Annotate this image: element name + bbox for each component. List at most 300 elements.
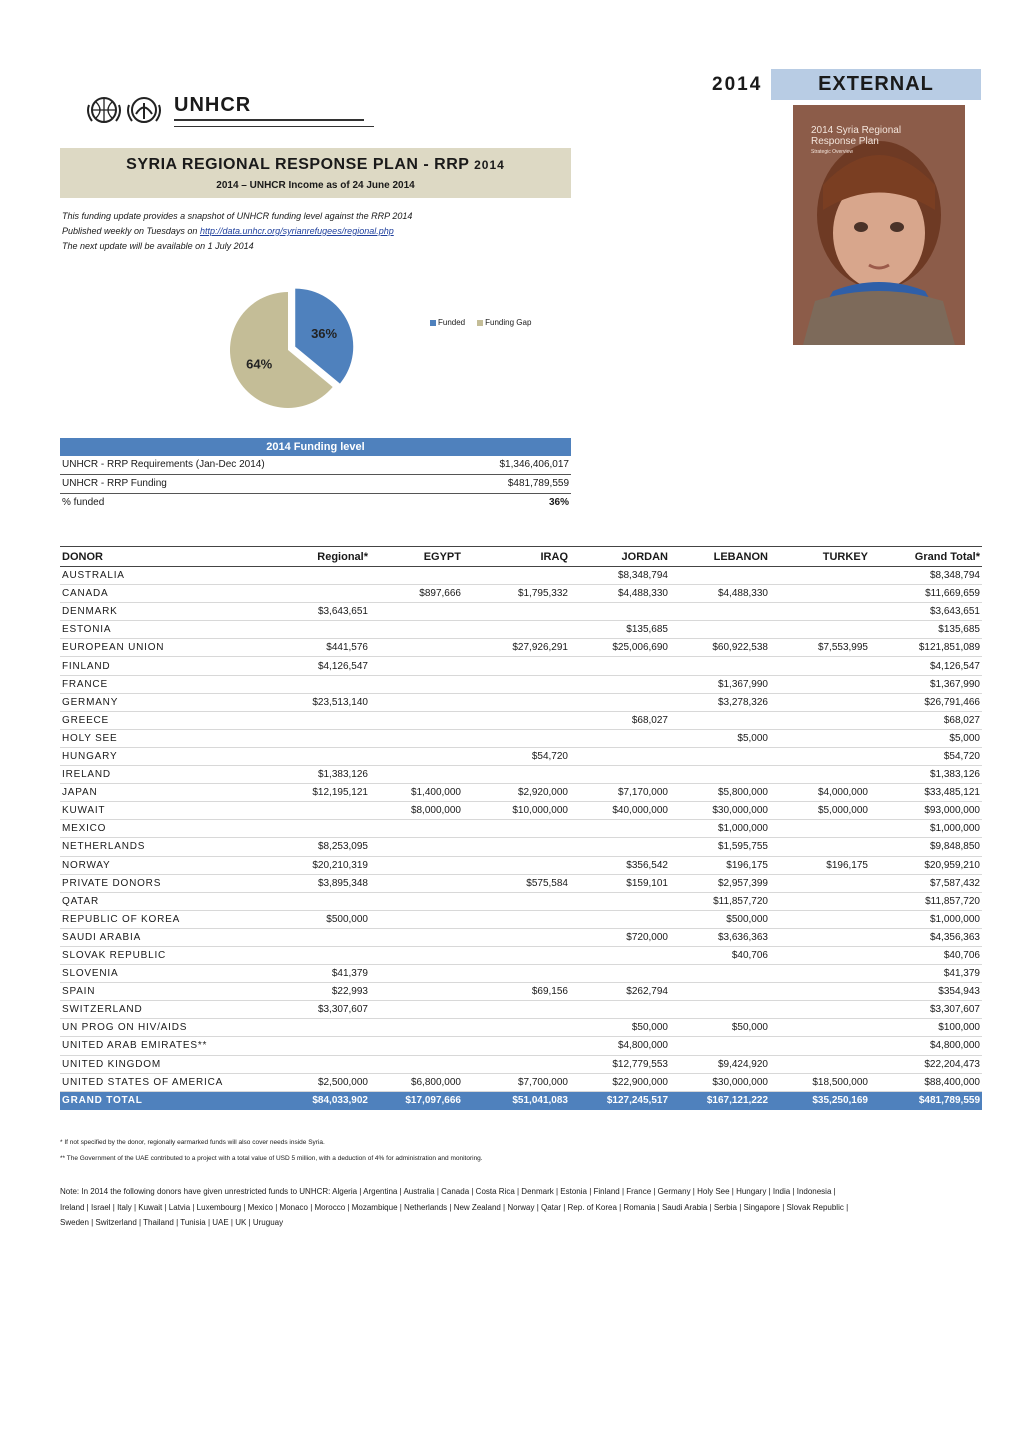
amount-cell [370, 983, 463, 1001]
amount-cell [250, 675, 370, 693]
amount-cell: $2,500,000 [250, 1073, 370, 1091]
footnote: ** The Government of the UAE contributed to a project with a total value of USD 5 million, with a deduction of 4% for administration and monitoring. [60, 1155, 483, 1162]
amount-cell [770, 621, 870, 639]
donor-name-cell: MEXICO [60, 820, 250, 838]
donor-name-cell: GREECE [60, 711, 250, 729]
amount-cell: $196,175 [670, 856, 770, 874]
amount-cell: $3,643,651 [870, 603, 982, 621]
amount-cell: $30,000,000 [670, 802, 770, 820]
table-row [60, 675, 982, 693]
table-row [60, 603, 982, 621]
amount-cell [370, 621, 463, 639]
donor-name-cell: QATAR [60, 892, 250, 910]
amount-cell [463, 603, 570, 621]
donor-name-cell: DENMARK [60, 603, 250, 621]
table-row [60, 892, 982, 910]
funding-level-title: 2014 Funding level [60, 438, 571, 456]
amount-cell [770, 729, 870, 747]
donor-name-cell: GERMANY [60, 693, 250, 711]
amount-cell: $54,720 [463, 747, 570, 765]
amount-cell [250, 802, 370, 820]
table-row [60, 657, 982, 675]
amount-cell [463, 693, 570, 711]
amount-cell [463, 1037, 570, 1055]
amount-cell: $5,000 [870, 729, 982, 747]
pie-legend [430, 318, 531, 327]
amount-cell [670, 621, 770, 639]
amount-cell [670, 603, 770, 621]
amount-cell [370, 1001, 463, 1019]
amount-cell [670, 965, 770, 983]
donor-contributions-table [60, 546, 982, 1110]
amount-cell [570, 657, 670, 675]
logo-tagline-line [174, 126, 374, 127]
amount-cell: $5,000,000 [770, 802, 870, 820]
amount-cell: $4,126,547 [250, 657, 370, 675]
amount-cell: $4,488,330 [670, 585, 770, 603]
amount-cell [570, 965, 670, 983]
amount-cell: $12,779,553 [570, 1055, 670, 1073]
amount-cell: $1,000,000 [870, 820, 982, 838]
amount-cell: $88,400,000 [870, 1073, 982, 1091]
amount-cell [463, 567, 570, 585]
amount-cell: $10,000,000 [463, 802, 570, 820]
amount-cell: $5,800,000 [670, 784, 770, 802]
amount-cell: $25,006,690 [570, 639, 670, 657]
amount-cell [250, 946, 370, 964]
amount-cell [370, 892, 463, 910]
donor-name-cell: SAUDI ARABIA [60, 928, 250, 946]
donor-name-cell: PRIVATE DONORS [60, 874, 250, 892]
grand-total-row [60, 1091, 982, 1110]
report-subtitle: 2014 – UNHCR Income as of 24 June 2014 [216, 180, 415, 191]
amount-cell [570, 747, 670, 765]
amount-cell: $8,253,095 [250, 838, 370, 856]
table-row [60, 856, 982, 874]
column-header: IRAQ [463, 547, 570, 567]
amount-cell: $22,204,473 [870, 1055, 982, 1073]
amount-cell [570, 820, 670, 838]
amount-cell: $23,513,140 [250, 693, 370, 711]
amount-cell: $12,195,121 [250, 784, 370, 802]
amount-cell [570, 910, 670, 928]
table-row [60, 567, 982, 585]
amount-cell: $41,379 [250, 965, 370, 983]
amount-cell [463, 711, 570, 729]
amount-cell [250, 729, 370, 747]
amount-cell [463, 838, 570, 856]
amount-cell: $50,000 [670, 1019, 770, 1037]
intro-line: Published weekly on Tuesdays on http://data.unhcr.org/syrianrefugees/regional.php [62, 226, 394, 236]
amount-cell [370, 946, 463, 964]
amount-cell: $9,424,920 [670, 1055, 770, 1073]
amount-cell: $4,356,363 [870, 928, 982, 946]
amount-cell: $54,720 [870, 747, 982, 765]
amount-cell [250, 928, 370, 946]
amount-cell [770, 838, 870, 856]
pie-svg [200, 278, 360, 418]
amount-cell: $5,000 [670, 729, 770, 747]
pie-label-funded: 36% [311, 326, 338, 342]
amount-cell [370, 675, 463, 693]
amount-cell [770, 711, 870, 729]
amount-cell [370, 747, 463, 765]
amount-cell: $22,900,000 [570, 1073, 670, 1091]
amount-cell [463, 675, 570, 693]
donor-name-cell: SLOVAK REPUBLIC [60, 946, 250, 964]
amount-cell [770, 1055, 870, 1073]
amount-cell [370, 928, 463, 946]
amount-cell: $60,922,538 [670, 639, 770, 657]
amount-cell: $1,795,332 [463, 585, 570, 603]
amount-cell [463, 820, 570, 838]
amount-cell [770, 567, 870, 585]
amount-cell: $20,959,210 [870, 856, 982, 874]
amount-cell [463, 1019, 570, 1037]
amount-cell [670, 1001, 770, 1019]
column-header: JORDAN [570, 547, 670, 567]
amount-cell: $3,307,607 [250, 1001, 370, 1019]
amount-cell: $2,957,399 [670, 874, 770, 892]
amount-cell: $500,000 [250, 910, 370, 928]
table-row [60, 820, 982, 838]
amount-cell [770, 1037, 870, 1055]
amount-cell: $50,000 [570, 1019, 670, 1037]
amount-cell: $11,857,720 [670, 892, 770, 910]
amount-cell [463, 910, 570, 928]
amount-cell: $441,576 [250, 639, 370, 657]
amount-cell: $18,500,000 [770, 1073, 870, 1091]
table-row [60, 1037, 982, 1055]
amount-cell: $3,636,363 [670, 928, 770, 946]
footnote: * If not specified by the donor, regionally earmarked funds will also cover needs inside Syria. [60, 1139, 325, 1146]
amount-cell [370, 766, 463, 784]
amount-cell [370, 567, 463, 585]
donor-name-cell: HOLY SEE [60, 729, 250, 747]
total-amount-cell: $127,245,517 [570, 1091, 670, 1110]
table-header-row [60, 547, 982, 567]
amount-cell: $1,000,000 [670, 820, 770, 838]
amount-cell: $7,170,000 [570, 784, 670, 802]
amount-cell: $135,685 [570, 621, 670, 639]
amount-cell [670, 567, 770, 585]
amount-cell: $93,000,000 [870, 802, 982, 820]
amount-cell: $897,666 [370, 585, 463, 603]
amount-cell: $4,800,000 [870, 1037, 982, 1055]
donor-name-cell: REPUBLIC OF KOREA [60, 910, 250, 928]
amount-cell: $26,791,466 [870, 693, 982, 711]
total-amount-cell: $51,041,083 [463, 1091, 570, 1110]
donor-name-cell: EUROPEAN UNION [60, 639, 250, 657]
amount-cell: $720,000 [570, 928, 670, 946]
amount-cell [463, 657, 570, 675]
amount-cell [570, 946, 670, 964]
amount-cell: $1,000,000 [870, 910, 982, 928]
amount-cell: $40,706 [870, 946, 982, 964]
amount-cell: $6,800,000 [370, 1073, 463, 1091]
amount-cell: $40,000,000 [570, 802, 670, 820]
table-row [60, 585, 982, 603]
amount-cell [570, 693, 670, 711]
amount-cell: $354,943 [870, 983, 982, 1001]
amount-cell [250, 820, 370, 838]
amount-cell: $11,669,659 [870, 585, 982, 603]
amount-cell: $1,367,990 [670, 675, 770, 693]
amount-cell [463, 892, 570, 910]
amount-cell [670, 1037, 770, 1055]
amount-cell: $1,383,126 [250, 766, 370, 784]
table-row [60, 802, 982, 820]
amount-cell [770, 946, 870, 964]
cover-image [793, 105, 965, 345]
amount-cell [770, 1001, 870, 1019]
amount-cell [770, 928, 870, 946]
donor-name-cell: IRELAND [60, 766, 250, 784]
amount-cell [370, 729, 463, 747]
column-header: Regional* [250, 547, 370, 567]
amount-cell: $500,000 [670, 910, 770, 928]
column-header: TURKEY [770, 547, 870, 567]
amount-cell: $4,000,000 [770, 784, 870, 802]
donor-name-cell: NETHERLANDS [60, 838, 250, 856]
amount-cell [250, 1037, 370, 1055]
amount-cell [670, 766, 770, 784]
total-label-cell: GRAND TOTAL [60, 1091, 250, 1110]
amount-cell: $8,000,000 [370, 802, 463, 820]
unhcr-logo [86, 95, 376, 135]
total-amount-cell: $84,033,902 [250, 1091, 370, 1110]
amount-cell: $41,379 [870, 965, 982, 983]
table-row [60, 747, 982, 765]
report-title: SYRIA REGIONAL RESPONSE PLAN - RRP 2014 [126, 156, 505, 173]
amount-cell: $1,595,755 [670, 838, 770, 856]
amount-cell [370, 965, 463, 983]
amount-cell [770, 965, 870, 983]
amount-cell [770, 693, 870, 711]
amount-cell: $575,584 [463, 874, 570, 892]
donor-name-cell: HUNGARY [60, 747, 250, 765]
table-row [60, 910, 982, 928]
logo-tagline-line [174, 119, 364, 121]
amount-cell [250, 747, 370, 765]
donor-name-cell: UNITED ARAB EMIRATES** [60, 1037, 250, 1055]
amount-cell: $121,851,089 [870, 639, 982, 657]
table-row [60, 639, 982, 657]
donor-name-cell: SWITZERLAND [60, 1001, 250, 1019]
total-amount-cell: $35,250,169 [770, 1091, 870, 1110]
amount-cell [770, 603, 870, 621]
donor-name-cell: JAPAN [60, 784, 250, 802]
amount-cell [370, 838, 463, 856]
table-row [60, 693, 982, 711]
funding-pie-chart [200, 278, 360, 418]
total-amount-cell: $481,789,559 [870, 1091, 982, 1110]
table-row [60, 1073, 982, 1091]
table-row [60, 928, 982, 946]
amount-cell: $3,895,348 [250, 874, 370, 892]
amount-cell [370, 1019, 463, 1037]
title-banner [60, 148, 571, 198]
amount-cell [370, 910, 463, 928]
amount-cell: $68,027 [570, 711, 670, 729]
amount-cell: $3,278,326 [670, 693, 770, 711]
amount-cell [463, 621, 570, 639]
amount-cell [463, 965, 570, 983]
donor-name-cell: SPAIN [60, 983, 250, 1001]
data-portal-link[interactable]: http://data.unhcr.org/syrianrefugees/regional.php [199, 226, 394, 236]
amount-cell: $20,210,319 [250, 856, 370, 874]
amount-cell: $196,175 [770, 856, 870, 874]
amount-cell [770, 1019, 870, 1037]
unrestricted-donors-note: Note: In 2014 the following donors have given unrestricted funds to UNHCR: Algeria | Argentina | Australia | Canada | Costa Rica | Denmark | Estonia | Finland | France | Germany | Holy See | Hungary | India | Indonesia | Ireland | Israel | Italy | Kuwait | Latvia | Luxembourg | Mexico | Monaco | Morocco | Mozambique | Netherlands | New Zealand | Norway | Qatar | Rep. of Korea | Romania | Saudi Arabia | Serbia | Singapore | Slovak Republic | Sweden | Switzerland | Thailand | Tunisia | UAE | UK | Uruguay [60, 1187, 849, 1227]
amount-cell [770, 675, 870, 693]
funding-level-table [60, 438, 571, 512]
amount-cell [570, 603, 670, 621]
amount-cell [463, 1055, 570, 1073]
amount-cell: $7,587,432 [870, 874, 982, 892]
amount-cell [250, 585, 370, 603]
table-row [60, 874, 982, 892]
pie-label-funding-gap: 64% [246, 356, 273, 372]
amount-cell [370, 693, 463, 711]
table-row [60, 1055, 982, 1073]
amount-cell [463, 946, 570, 964]
amount-cell [250, 1055, 370, 1073]
amount-cell [370, 820, 463, 838]
amount-cell: $40,706 [670, 946, 770, 964]
amount-cell: $4,126,547 [870, 657, 982, 675]
amount-cell [370, 856, 463, 874]
legend-item-funded: Funded [430, 318, 465, 327]
amount-cell: $33,485,121 [870, 784, 982, 802]
amount-cell [570, 766, 670, 784]
amount-cell [670, 657, 770, 675]
table-row [60, 621, 982, 639]
donor-name-cell: CANADA [60, 585, 250, 603]
unhcr-wordmark: UNHCR [174, 94, 252, 116]
amount-cell [250, 567, 370, 585]
amount-cell: $3,307,607 [870, 1001, 982, 1019]
amount-cell [770, 910, 870, 928]
donor-name-cell: FRANCE [60, 675, 250, 693]
funding-row-funding: UNHCR - RRP Funding $481,789,559 [60, 475, 571, 494]
amount-cell: $7,700,000 [463, 1073, 570, 1091]
amount-cell [770, 820, 870, 838]
amount-cell [370, 657, 463, 675]
amount-cell [770, 747, 870, 765]
amount-cell [463, 766, 570, 784]
amount-cell [770, 585, 870, 603]
amount-cell [670, 747, 770, 765]
amount-cell: $2,920,000 [463, 784, 570, 802]
classification-badge [771, 69, 981, 100]
amount-cell [463, 1001, 570, 1019]
amount-cell [250, 711, 370, 729]
intro-line: The next update will be available on 1 July 2014 [62, 241, 254, 251]
amount-cell: $69,156 [463, 983, 570, 1001]
amount-cell: $30,000,000 [670, 1073, 770, 1091]
table-row [60, 838, 982, 856]
column-header: DONOR [60, 547, 250, 567]
amount-cell [463, 729, 570, 747]
amount-cell [570, 838, 670, 856]
amount-cell [770, 892, 870, 910]
amount-cell [250, 892, 370, 910]
amount-cell: $22,993 [250, 983, 370, 1001]
amount-cell: $100,000 [870, 1019, 982, 1037]
intro-line: This funding update provides a snapshot of UNHCR funding level against the RRP 2014 [62, 211, 413, 221]
amount-cell [770, 874, 870, 892]
amount-cell: $1,383,126 [870, 766, 982, 784]
donor-name-cell: FINLAND [60, 657, 250, 675]
amount-cell [370, 1055, 463, 1073]
cover-title: 2014 Syria Regional Response Plan [811, 125, 902, 147]
table-row [60, 946, 982, 964]
total-amount-cell: $167,121,222 [670, 1091, 770, 1110]
amount-cell [770, 657, 870, 675]
column-header: LEBANON [670, 547, 770, 567]
amount-cell: $1,400,000 [370, 784, 463, 802]
funding-row-requirements: UNHCR - RRP Requirements (Jan-Dec 2014) $1,346,406,017 [60, 456, 571, 475]
amount-cell [770, 983, 870, 1001]
amount-cell [250, 1019, 370, 1037]
cover-subtitle: Strategic Overview [811, 149, 853, 155]
donor-name-cell: KUWAIT [60, 802, 250, 820]
donor-name-cell: UNITED KINGDOM [60, 1055, 250, 1073]
amount-cell [463, 856, 570, 874]
amount-cell [570, 729, 670, 747]
donor-name-cell: ESTONIA [60, 621, 250, 639]
amount-cell [570, 892, 670, 910]
table-row [60, 729, 982, 747]
amount-cell [670, 983, 770, 1001]
legend-item-gap: Funding Gap [477, 318, 531, 327]
funding-row-percent: % funded 36% [62, 497, 569, 508]
amount-cell: $1,367,990 [870, 675, 982, 693]
amount-cell [370, 1037, 463, 1055]
column-header: Grand Total* [870, 547, 982, 567]
table-row [60, 711, 982, 729]
amount-cell [250, 621, 370, 639]
amount-cell [570, 1001, 670, 1019]
un-emblem-icon [86, 95, 168, 127]
amount-cell: $4,800,000 [570, 1037, 670, 1055]
amount-cell: $27,926,291 [463, 639, 570, 657]
donor-name-cell: UN PROG ON HIV/AIDS [60, 1019, 250, 1037]
table-row [60, 1001, 982, 1019]
amount-cell: $135,685 [870, 621, 982, 639]
report-year: 2014 [712, 74, 763, 95]
classification-label: EXTERNAL [818, 73, 934, 95]
amount-cell: $11,857,720 [870, 892, 982, 910]
amount-cell: $159,101 [570, 874, 670, 892]
amount-cell [670, 711, 770, 729]
table-row [60, 766, 982, 784]
amount-cell: $356,542 [570, 856, 670, 874]
donor-name-cell: AUSTRALIA [60, 567, 250, 585]
amount-cell [770, 766, 870, 784]
amount-cell [370, 711, 463, 729]
amount-cell: $68,027 [870, 711, 982, 729]
amount-cell [370, 874, 463, 892]
amount-cell [463, 928, 570, 946]
donor-name-cell: NORWAY [60, 856, 250, 874]
amount-cell [370, 639, 463, 657]
amount-cell [570, 675, 670, 693]
amount-cell: $9,848,850 [870, 838, 982, 856]
table-row [60, 784, 982, 802]
amount-cell: $4,488,330 [570, 585, 670, 603]
